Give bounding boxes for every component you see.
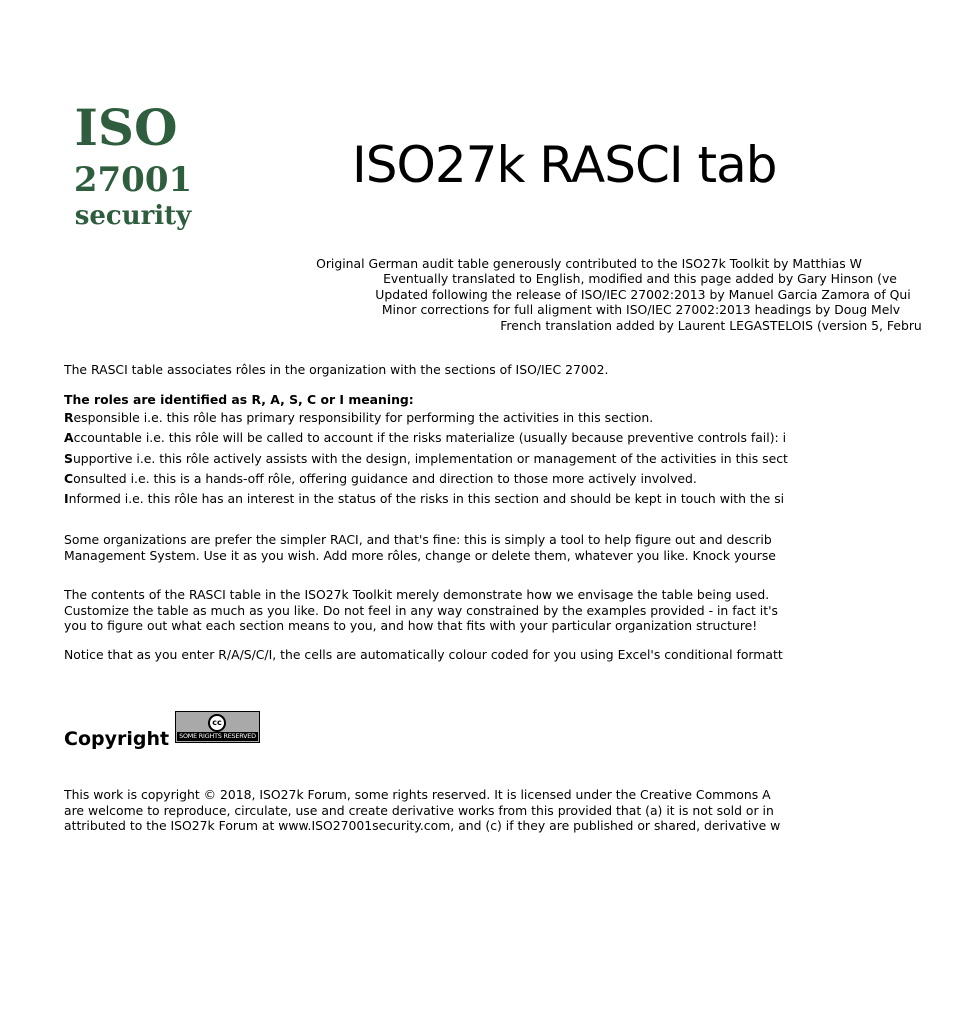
iso27001-security-logo <box>66 100 206 240</box>
role-description: nformed i.e. this rôle has an interest in the status of the risks in this section and should be kept in touch with the si <box>68 491 785 507</box>
role-letter: S <box>64 450 73 466</box>
credit-line: Updated following the release of ISO/IEC 27002:2013 by Manuel Garcia Zamora of Qui <box>375 286 911 302</box>
role-description: onsulted i.e. this is a hands-off rôle, offering guidance and direction to those more actively involved. <box>73 470 697 486</box>
credit-line: Eventually translated to English, modified and this page added by Gary Hinson (ve <box>383 271 897 287</box>
credit-line: Minor corrections for full aligment with ISO/IEC 27002:2013 headings by Doug Melv <box>381 302 901 318</box>
role-item-informed <box>64 489 788 509</box>
role-description: esponsible i.e. this rôle has primary responsibility for performing the activities in this section. <box>73 410 654 425</box>
roles-section <box>64 392 788 509</box>
paragraph-line: The contents of the RASCI table in the ISO27k Toolkit merely demonstrate how we envisage the table being used. <box>64 587 770 602</box>
paragraph-line: Customize the table as much as you like. Do not feel in any way constrained by the examples provided - in fact it's <box>64 602 778 618</box>
paragraph-line: you to figure out what each section means to you, and how that fits with your particular organization structure! <box>64 618 758 634</box>
raci-paragraph <box>64 532 776 563</box>
credit-line: French translation added by Laurent LEGASTELOIS (version 5, Febru <box>500 317 922 333</box>
roles-heading: The roles are identified as R, A, S, C or I meaning: <box>64 392 414 407</box>
credits-block <box>0 256 980 333</box>
cc-badge-text: SOME RIGHTS RESERVED <box>177 732 258 741</box>
role-letter: A <box>64 430 74 446</box>
credit-line: Original German audit table generously contributed to the ISO27k Toolkit by Matthias W <box>316 256 862 271</box>
copyright-paragraph <box>64 787 780 834</box>
role-item-accountable <box>64 428 788 448</box>
role-item-consulted <box>64 469 788 489</box>
role-description: ccountable i.e. this rôle will be called to account if the risks materialize (usually because preventive controls fail): i <box>73 430 787 446</box>
role-item-supportive <box>64 449 788 469</box>
paragraph-line: are welcome to reproduce, circulate, use and create derivative works from this provided that (a) it is not sold or in <box>64 802 774 818</box>
paragraph-line: Some organizations are prefer the simpler RACI, and that's fine: this is simply a tool to help figure out and describ <box>64 532 772 547</box>
paragraph-line: This work is copyright © 2018, ISO27k Forum, some rights reserved. It is licensed under the Creative Commons A <box>64 787 771 802</box>
creative-commons-badge[interactable] <box>175 711 260 743</box>
page-title: ISO27k RASCI tab <box>352 136 777 194</box>
notice-text: Notice that as you enter R/A/S/C/I, the cells are automatically colour coded for you using Excel's conditional formatt <box>64 647 783 662</box>
logo-text-iso: ISO <box>74 98 178 157</box>
role-letter: I <box>64 491 69 507</box>
paragraph-line: attributed to the ISO27k Forum at www.ISO27001security.com, and (c) if they are published or shared, derivative w <box>64 818 781 834</box>
logo-text-security: security <box>74 201 192 231</box>
logo-text-number: 27001 <box>73 160 193 200</box>
logo-graphic <box>66 100 206 240</box>
role-item-responsible <box>64 408 788 428</box>
role-letter: R <box>64 410 74 425</box>
paragraph-line: Management System. Use it as you wish. Add more rôles, change or delete them, whatever you like. Knock yourse <box>64 547 776 563</box>
role-description: upportive i.e. this rôle actively assists with the design, implementation or management of the activities in this sect <box>72 450 788 466</box>
copyright-heading: Copyright <box>64 728 170 750</box>
contents-paragraph <box>64 587 778 634</box>
cc-icon: cc <box>208 714 226 732</box>
intro-text: The RASCI table associates rôles in the organization with the sections of ISO/IEC 27002. <box>64 362 609 377</box>
role-letter: C <box>64 470 74 486</box>
